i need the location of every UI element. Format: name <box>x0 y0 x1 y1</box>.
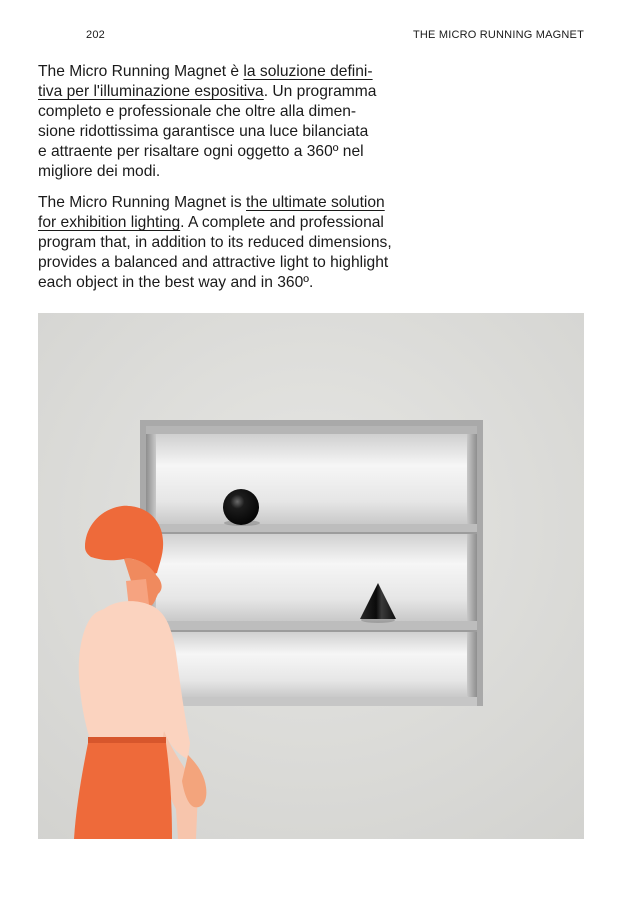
compartment-bottom <box>156 631 467 697</box>
compartment-top <box>156 434 467 524</box>
illustration-svg <box>38 313 584 839</box>
running-header: THE MICRO RUNNING MAGNET <box>412 29 584 41</box>
text-line: each object in the best way and in 360º. <box>38 274 314 291</box>
niche-bottom <box>146 697 477 706</box>
text-line: e attraente per risaltare ogni oggetto a 360º nel <box>38 143 364 160</box>
text-line: The Micro Running Magnet è la soluzione defini- <box>38 63 373 80</box>
page-number: 202 <box>86 29 105 41</box>
text-line: completo e professionale che oltre alla dimen- <box>38 103 357 120</box>
black-sphere <box>223 489 259 525</box>
shelf-lower <box>150 621 477 631</box>
english-paragraph <box>38 193 408 293</box>
text-line: sione ridottissima garantisce una luce bilanciata <box>38 123 369 140</box>
text-line: for exhibition lighting. A complete and professional <box>38 214 384 231</box>
text-line: migliore dei modi. <box>38 163 161 180</box>
niche-top <box>146 426 477 434</box>
niche-right-side <box>467 426 477 704</box>
person-trousers <box>74 743 172 839</box>
text-line: tiva per l'illuminazione espositiva. Un programma <box>38 83 377 100</box>
text-line: program that, in addition to its reduced dimensions, <box>38 234 392 251</box>
text-line: The Micro Running Magnet is the ultimate solution <box>38 194 385 211</box>
text-line: provides a balanced and attractive light to highlight <box>38 254 389 271</box>
display-niche <box>140 420 483 706</box>
compartment-middle <box>156 533 467 621</box>
italian-paragraph <box>38 62 408 182</box>
shelf-upper <box>150 524 477 533</box>
exhibition-illustration <box>38 313 584 839</box>
